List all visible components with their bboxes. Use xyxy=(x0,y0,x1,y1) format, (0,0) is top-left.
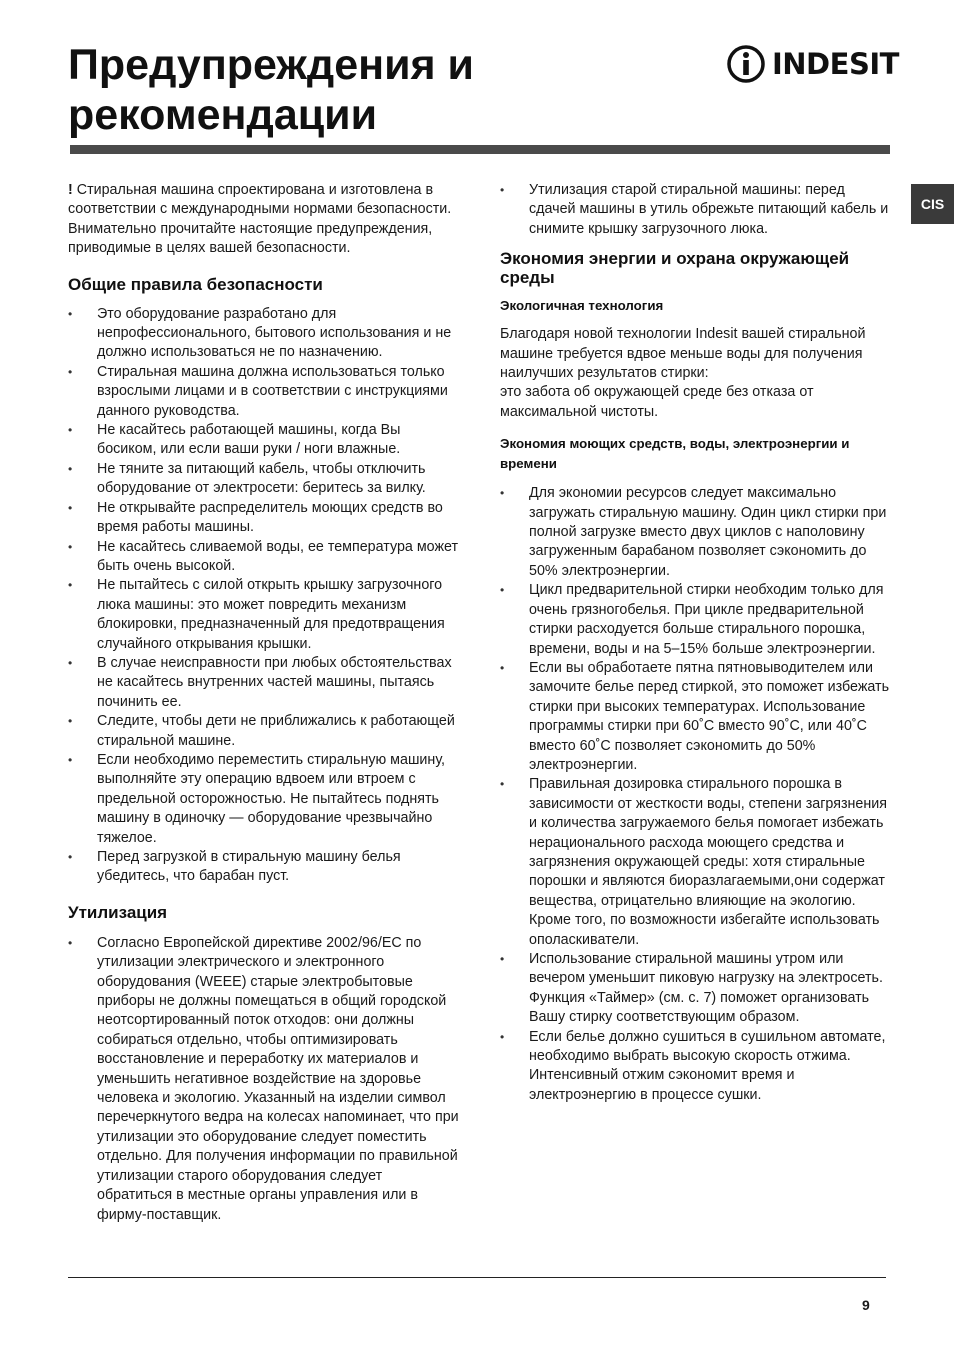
list-item: • Следите, чтобы дети не приближались к работающей стиральной машине. xyxy=(68,712,460,751)
page-title-line-1: Предупреждения и xyxy=(68,41,474,89)
indesit-logo xyxy=(726,42,899,86)
list-item: • Это оборудование разработано для непрофессионального, бытового использования и не должно использоваться не по назначению. xyxy=(68,305,460,363)
intro-paragraph xyxy=(68,181,460,239)
list-item: • Не тяните за питающий кабель, чтобы отключить оборудование от электросети: беритесь за вилку. xyxy=(68,460,460,499)
disposal-continued-list xyxy=(500,181,892,239)
list-item: • Если необходимо переместить стиральную машину, выполняйте эту операцию вдвоем или втроем с предельной осторожностью. Не пытайтесь поднять машину в одиночку — оборудование чрезвычайно тяжелое. xyxy=(68,751,460,848)
footer-divider xyxy=(68,1277,886,1278)
eco-tech-text: Благодаря новой технологии Indesit вашей стиральной машине требуется вдвое меньше воды для получения наилучших результатов стирки: xyxy=(500,326,866,382)
disposal-list xyxy=(68,934,460,1225)
right-column xyxy=(500,181,892,1105)
safety-heading: Общие правила безопасности xyxy=(68,274,323,294)
list-item: • Не открывайте распределитель моющих средств во время работы машины. xyxy=(68,499,460,538)
language-tab: CIS xyxy=(911,184,954,224)
list-item: • В случае неисправности при любых обстоятельствах не касайтесь внутренних частей машины, пытаясь починить ее. xyxy=(68,654,460,712)
eco-tech-heading: Экологичная технология xyxy=(500,298,664,314)
eco-heading: Экономия энергии и охрана окружающей среды xyxy=(500,249,850,288)
safety-list xyxy=(68,305,460,887)
list-item: • Не касайтесь работающей машины, когда Вы босиком, или если ваши руки / ноги влажные. xyxy=(68,421,460,460)
list-item: • Если вы обработаете пятна пятновыводителем или замочите белье перед стиркой, это поможет избежать стирки при высоких температурах. Использование программы стирки при 60˚С вместо 90˚С, или 40˚С вместо 60˚С позволяет сэкономить до 50% электроэнергии. xyxy=(500,659,892,775)
warning-mark: ! xyxy=(68,182,73,198)
disposal-heading: Утилизация xyxy=(68,902,168,922)
list-item: • Не пытайтесь с силой открыть крышку загрузочного люка машины: это может повредить механизм блокировки, предназначенный для предотвращения случайного открывания крышки. xyxy=(68,576,460,654)
list-item: • Стиральная машина должна использоваться только взрослыми лицами и в соответствии с инструкциями данного руководства. xyxy=(68,363,460,421)
savings-list xyxy=(500,484,892,1105)
intro-text-2: приводимые в целях вашей безопасности. xyxy=(68,240,351,257)
list-item: • Если белье должно сушиться в сушильном автомате, необходимо выбрать высокую скорость отжима. Интенсивный отжим сэкономит время и электроэнергию в процессе сушки. xyxy=(500,1028,892,1106)
list-item: • Правильная дозировка стирального порошка в зависимости от жесткости воды, степени загрязнения и количества загружаемого белья помогает избежать нерационального расхода моющего средства и загрязнения окружающей среды: хотя стиральные порошки и являются биоразлагаемыми,они содержат вещества, отрицательно влияющие на экологию. Кроме того, по возможности избегайте использовать ополаскиватели. xyxy=(500,775,892,950)
page-title-line-2: рекомендации xyxy=(68,91,378,139)
list-item: • Не касайтесь сливаемой воды, ее температура может быть очень высокой. xyxy=(68,538,460,577)
page-number: 9 xyxy=(862,1297,870,1313)
savings-heading: Экономия моющих средств, воды, электроэнергии и времени xyxy=(500,436,850,472)
brand-name: INDESIT xyxy=(772,47,899,81)
list-item: • Утилизация старой стиральной машины: перед сдачей машины в утиль обрежьте питающий кабель и снимите крышку загрузочного люка. xyxy=(500,181,892,239)
list-item: • Согласно Европейской директиве 2002/96/EC по утилизации электрического и электронного оборудования (WEEE) старые электробытовые приборы не должны помещаться в общий городской неотсортированный поток отходов: они должны собираться отдельно, чтобы оптимизировать восстановление и переработку их материалов и уменьшить негативное воздействие на здоровье человека и экологию. Указанный на изделии символ перечеркнутого ведра на колесах напоминает, что при утилизации это оборудование следует поместить отдельно. Для получения информации по правильной утилизации старого оборудования следует обратиться в местные органы управления или в фирму-поставщик. xyxy=(68,934,460,1225)
title-divider xyxy=(70,145,890,154)
list-item: • Использование стиральной машины утром или вечером уменьшит пиковую нагрузку на электросеть. Функция «Таймер» (см. с. 7) поможет организовать Вашу стирку соответствующим образом. xyxy=(500,950,892,1028)
page-title xyxy=(68,40,628,140)
left-column xyxy=(68,181,460,1225)
eco-tech-text-2: это забота об окружающей среде без отказа от максимальной чистоты. xyxy=(500,384,814,420)
list-item: • Цикл предварительной стирки необходим только для очень грязногобелья. При цикле предварительной стирки расходуется больше стирального порошка, времени, воды и на 5–15% больше электроэнергии. xyxy=(500,581,892,659)
brand-i-icon xyxy=(726,44,766,84)
intro-text: Стиральная машина спроектирована и изготовлена в соответствии с международными нормами безопасности. Внимательно прочитайте настоящие предупреждения, xyxy=(68,182,452,237)
list-item: • Для экономии ресурсов следует максимально загружать стиральную машину. Один цикл стирки при полной загрузке вместо двух циклов с наполовину загруженным барабаном позволяет сэкономить до 50% электроэнергии. xyxy=(500,484,892,581)
list-item: • Перед загрузкой в стиральную машину белья убедитесь, что барабан пуст. xyxy=(68,848,460,887)
